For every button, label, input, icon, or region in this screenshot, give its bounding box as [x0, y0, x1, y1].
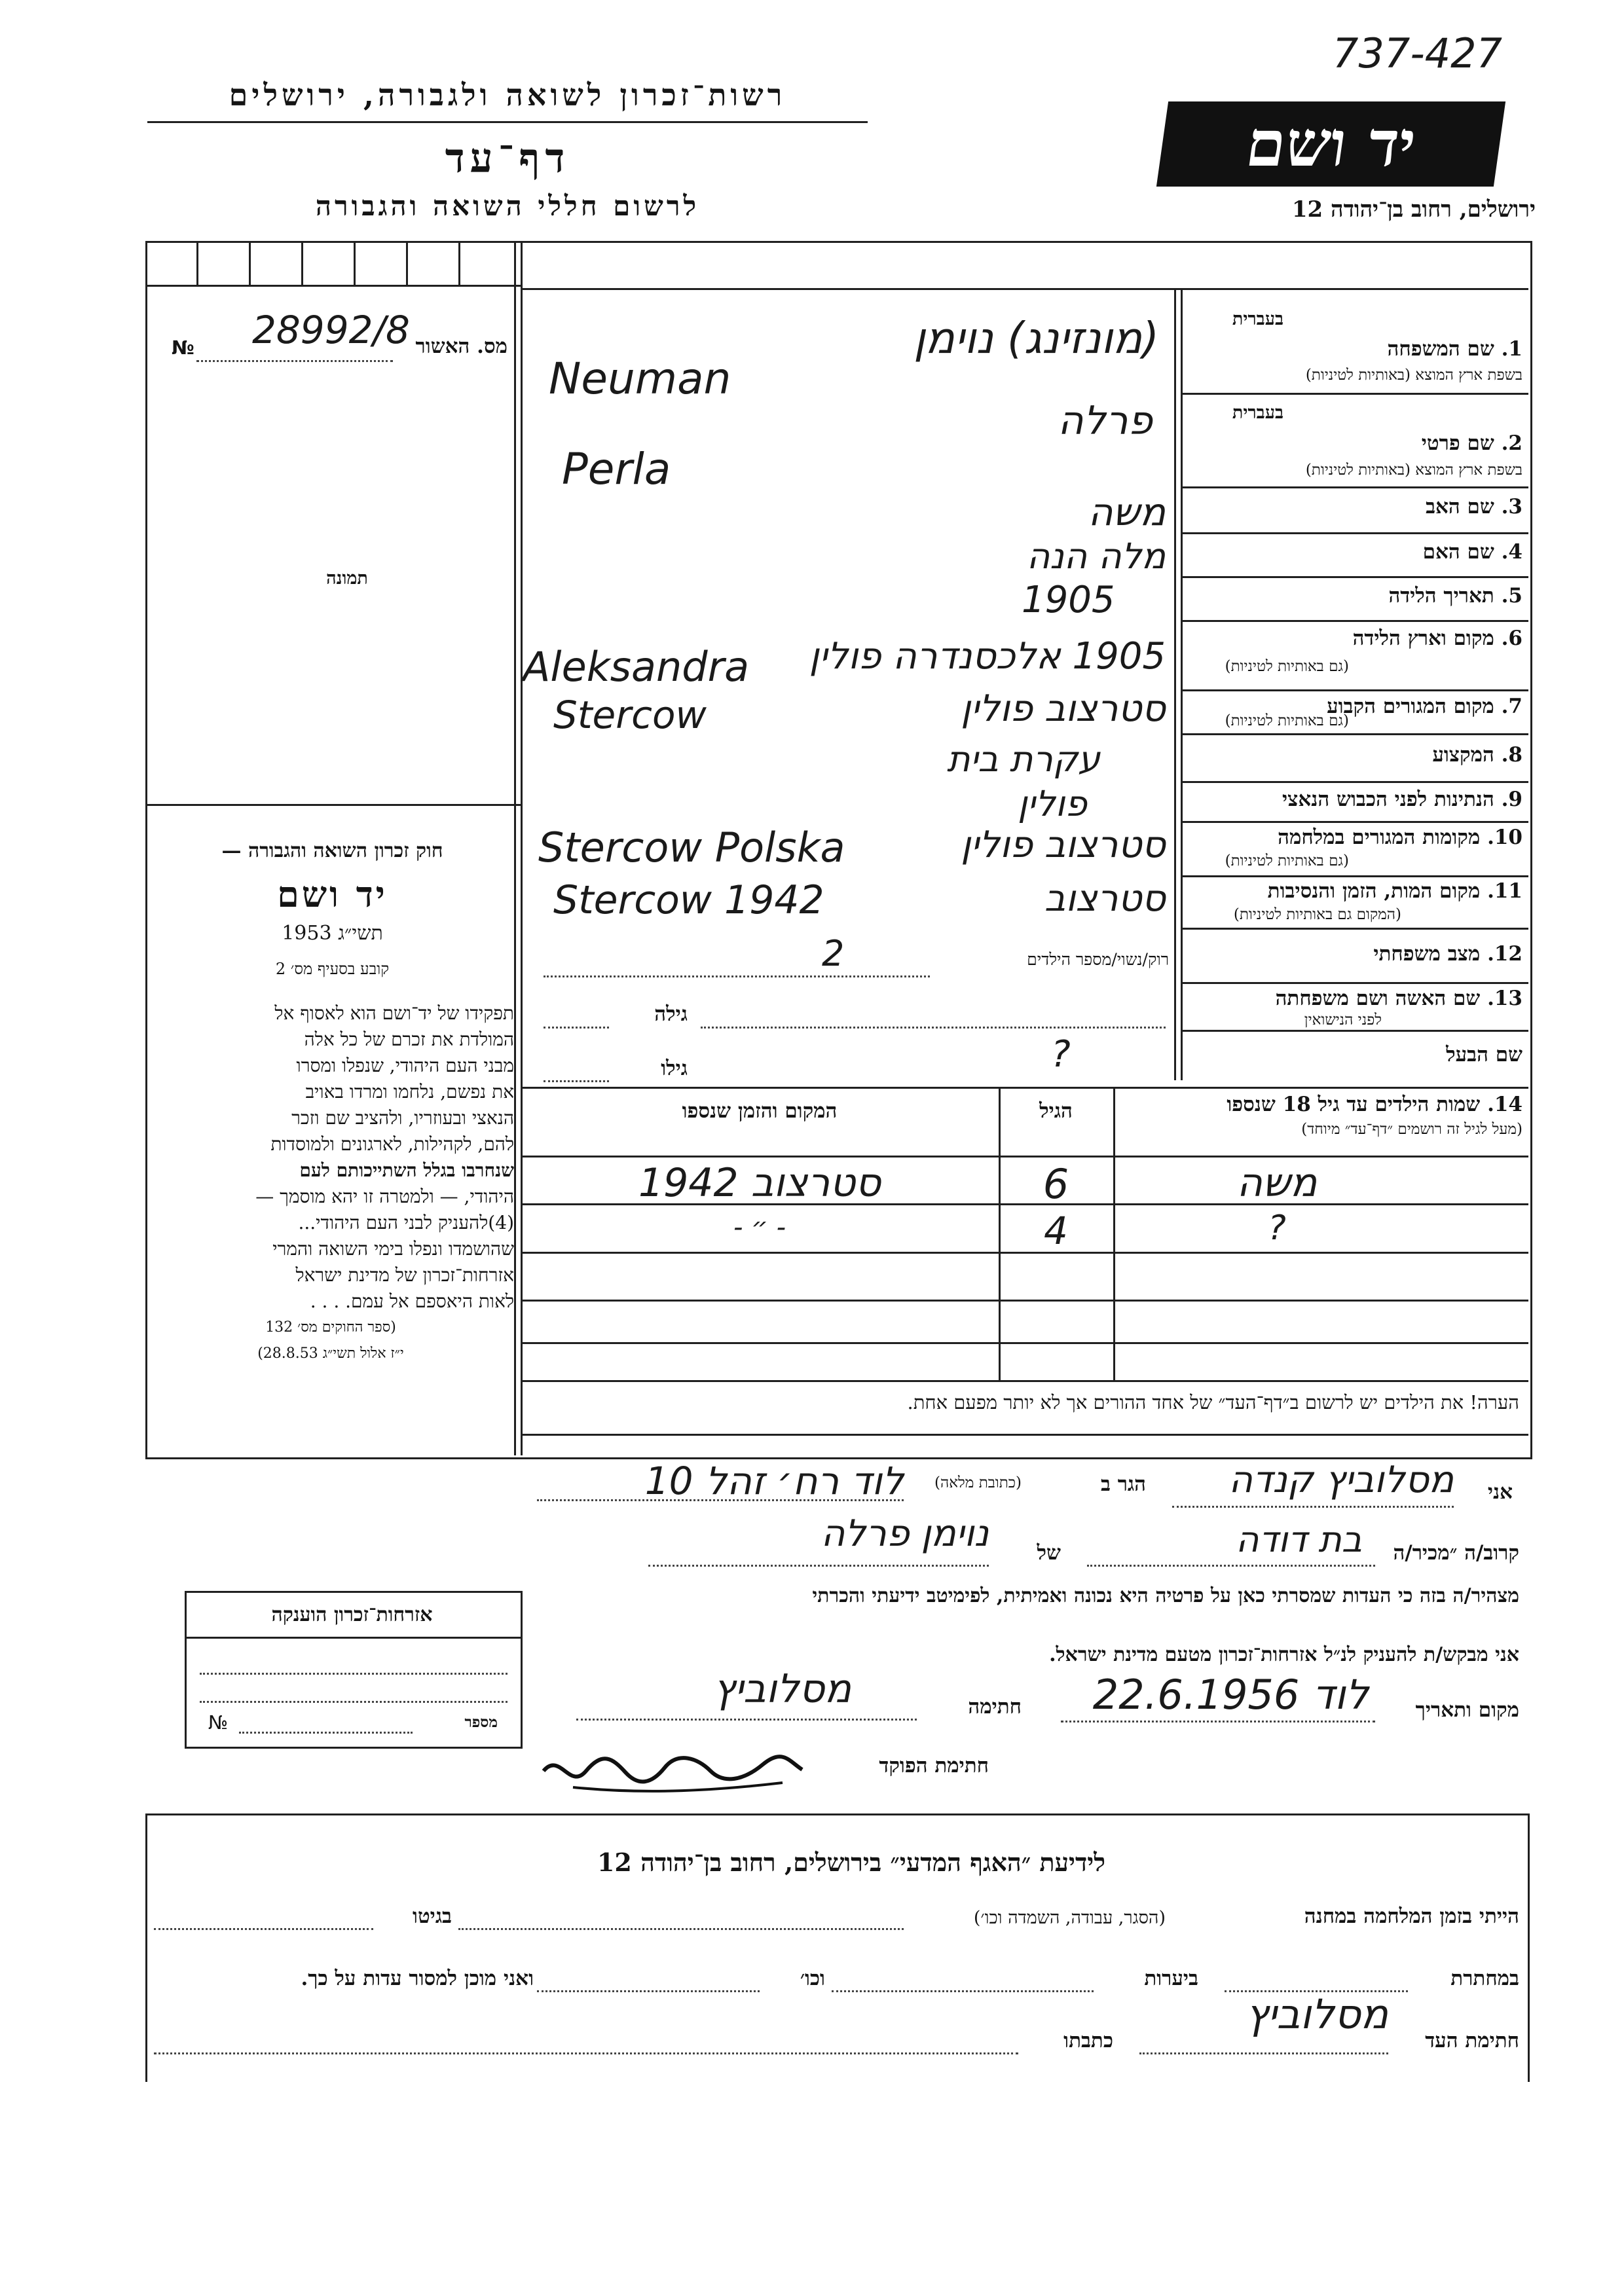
approval-no-sign: №: [172, 337, 194, 359]
field-12-label: [1185, 943, 1522, 966]
children-num: 14.: [1487, 1093, 1522, 1116]
children-title: [1116, 1093, 1522, 1117]
children-header-line: [521, 1156, 1528, 1157]
left-column-border: [521, 241, 523, 1455]
bottom-line1-a: הייתי בזמן המלחמה במחנה: [1304, 1904, 1519, 1928]
photo-box-bottom: [147, 804, 521, 806]
authority-title: רשות־זכרון לשואה ולגבורה, ירושלים: [229, 77, 786, 113]
decl-address-value: לוד רח׳ זהל 10: [644, 1459, 904, 1503]
decl-signature-label: חתימה: [968, 1695, 1022, 1719]
bottom-line2-a: במחתרת: [1450, 1967, 1519, 1990]
law-text: [147, 1000, 514, 1367]
field-1-num: 1.: [1501, 337, 1522, 361]
decl-of: של: [1037, 1541, 1061, 1565]
officer-signature-mark: [534, 1732, 809, 1804]
left-column-inner: [514, 241, 516, 1455]
corner-reference: 737-427: [1333, 29, 1503, 77]
witness-signature-line: [1139, 2052, 1388, 2054]
law-line: את נפשם, נלחמו ומרדו באויב: [305, 1081, 514, 1102]
photo-label: תמונה: [326, 568, 368, 589]
field-8-value: עקרת בית: [946, 738, 1100, 780]
field-10-label: [1185, 826, 1522, 850]
hebrew-tag-2: בעברית: [1232, 403, 1283, 423]
form-purpose: לרשום חללי השואה והגבורה: [315, 190, 700, 222]
bottom-line1-fill: [458, 1928, 904, 1930]
row-sep: [1181, 821, 1528, 823]
law-line: תפקידו של יד־ושם הוא לאסוף אל: [274, 1002, 514, 1024]
field-6-hebrew-value: 1905 אלכסנדרה פולין: [809, 635, 1166, 678]
row-sep: [1181, 875, 1528, 877]
decl-relative-value: בת דודה: [1236, 1519, 1362, 1560]
field-2-latin-value: Perla: [562, 444, 671, 494]
law-line: מבני העם היהודי, שנפלו ומסרו: [296, 1055, 514, 1076]
children-col-name: [1113, 1087, 1115, 1381]
field-9-num: 9.: [1501, 788, 1522, 811]
field-7-num: 7.: [1501, 695, 1522, 718]
wife-age-label: גילה: [654, 1002, 688, 1026]
child-place: - ״ -: [733, 1212, 786, 1243]
husband-age-line: [544, 1080, 609, 1082]
children-bottom: [521, 1380, 1528, 1382]
field-12-value: 2: [822, 933, 845, 974]
field-1-label: [1185, 338, 1522, 361]
field-3-num: 3.: [1501, 495, 1522, 519]
officer-signature-label: חתימת הפוקד: [879, 1754, 989, 1777]
child-age: 4: [1044, 1209, 1068, 1253]
field-4-text: שם האם: [1422, 540, 1494, 564]
field-7-hebrew-value: סטרצוב פולין: [961, 687, 1166, 730]
approval-label: מס. האשור: [415, 335, 507, 358]
law-line: אזרחות־זכרון של מדינת ישראל: [295, 1264, 514, 1286]
bottom-right-border: [1528, 1813, 1530, 2082]
field-1-latin-value: Neuman: [549, 354, 731, 404]
field-7-sub: (גם באותיות לטיניות): [1225, 712, 1349, 729]
field-6-latin-value: Aleksandra: [523, 643, 750, 691]
strip-divider: [249, 241, 251, 285]
children-col-age: [999, 1087, 1001, 1381]
row-sep: [1181, 620, 1528, 622]
field-13-sub: לפני הנישואין: [1304, 1011, 1382, 1029]
field-2-label: [1185, 432, 1522, 456]
law-line: המולדת את זכרם של כל אלה: [304, 1029, 514, 1050]
row-sep: [1181, 781, 1528, 783]
labels-column-border: [1181, 288, 1183, 1080]
law-line: היהודי, — ולמטרה זו יהא מוסמך —: [255, 1186, 514, 1207]
field-11-text: מקום המות, הזמן והנסיבות: [1267, 879, 1481, 903]
field-13-text: שם האשה ושם משפחתה: [1275, 987, 1481, 1010]
law-line: הנאצי ובעוזריו, ולהציב שם וזכר: [291, 1107, 514, 1129]
law-line: שנחרבו בגלל השתייכותם לעם: [299, 1159, 514, 1181]
form-name: דף־עד: [445, 134, 570, 182]
field-11-latin-value: Stercow 1942: [553, 877, 824, 923]
strip-divider: [354, 241, 356, 285]
law-line: (4)להעניק לבני העם היהודי...: [298, 1212, 514, 1233]
decl-place-date-value: לוד 22.6.1956: [1092, 1671, 1369, 1719]
field-1-sub: בשפת ארץ המוצא (באותיות לטיניות): [1305, 367, 1522, 384]
field-4-value: מלה הנה: [1027, 536, 1166, 577]
field-5-text: תאריך הלידה: [1388, 584, 1494, 608]
field-12-text: מצב משפחתי: [1373, 942, 1481, 966]
law-title: חוק זכרון השואה והגבורה —: [221, 839, 443, 862]
decl-relative: קרוב/ה ״מכיר/ה: [1393, 1541, 1519, 1565]
decl-of-value: נוימן פרלה: [821, 1512, 989, 1555]
bottom-line2-c: וכו׳: [800, 1967, 825, 1990]
citizenship-no-sign: №: [208, 1711, 229, 1734]
field-6-text: מקום וארץ הלידה: [1352, 627, 1494, 650]
field-2-sub: בשפת ארץ המוצא (באותיות לטיניות): [1305, 462, 1522, 479]
header-address: ירושלים, רחוב בן־יהודה 12: [1291, 196, 1536, 223]
children-sub: (מעל לגיל זה רושמים ״דף־עד״ מיוחד): [1301, 1121, 1522, 1138]
row-sep: [1181, 928, 1528, 930]
field-2-hebrew-value: פרלה: [1058, 398, 1153, 444]
citizenship-title: אזרחות־זכרון הוענקה: [271, 1603, 433, 1626]
field-7-latin-value: Stercow: [553, 693, 707, 737]
decl-place-date-label: מקום ותאריך: [1415, 1698, 1519, 1722]
row-sep: [1181, 1030, 1528, 1032]
law-line: לאות היאספם אל עמם. . . .: [310, 1290, 514, 1312]
children-title-text: שמות הילדים עד גיל 18 שנספו: [1227, 1093, 1481, 1116]
citizenship-number-line: [239, 1732, 413, 1734]
field-2-num: 2.: [1501, 431, 1522, 455]
strip-divider: [458, 241, 460, 285]
field-9-label: [1185, 788, 1522, 812]
row-sep: [1181, 486, 1528, 488]
children-top: [521, 1087, 1528, 1089]
field-8-text: המקצוע: [1432, 743, 1494, 767]
row-sep: [1181, 982, 1528, 984]
decl-signature-value: מסלוביץ: [713, 1666, 851, 1712]
field-6-num: 6.: [1501, 627, 1522, 650]
witness-signature-value: מסלוביץ: [1246, 1990, 1388, 2038]
field-8-label: [1185, 744, 1522, 767]
citizenship-title-line: [185, 1637, 521, 1639]
age-header: הגיל: [1039, 1099, 1073, 1123]
decl-relative-line: [1087, 1565, 1375, 1567]
law-clause: קובע בסעיף מס׳ 2: [275, 960, 390, 978]
wife-line: [544, 1027, 609, 1029]
approval-number: 28992/8: [252, 308, 410, 352]
field-10-latin-value: Stercow Polska: [538, 824, 845, 871]
strip-divider: [406, 241, 408, 285]
bottom-line2-fill: [832, 1990, 1094, 1992]
field-11-hebrew-value: סטרצוב: [1044, 877, 1166, 920]
children-note: הערה! את הילדים יש לרשום ב״דף־העד״ של אחד ההורים אך לא יותר מפעם אחת.: [907, 1391, 1519, 1413]
field-2-text: שם פרטי: [1421, 431, 1494, 455]
field-10-hebrew-value: סטרצוב פולין: [961, 824, 1166, 866]
field-1-text: שם המשפחה: [1387, 337, 1494, 361]
top-strip-line: [147, 285, 521, 287]
strip-divider: [196, 241, 198, 285]
law-name: יד ושם: [277, 873, 388, 915]
field-10-num: 10.: [1487, 826, 1522, 849]
decl-address-sub: (כתובת מלאה): [934, 1474, 1022, 1491]
decl-address-line: [537, 1499, 904, 1501]
law-year-num: 1953: [282, 922, 332, 945]
decl-request: אני מבקש/ת להעניק לנ״ל אזרחות־זכרון מטעם מדינת ישראל.: [1049, 1643, 1519, 1666]
husband-label: שם הבעל: [1446, 1043, 1522, 1066]
children-row-line: [521, 1300, 1528, 1302]
decl-of-line: [648, 1565, 989, 1567]
row-sep: [1181, 733, 1528, 735]
note-bottom: [521, 1434, 1528, 1436]
bottom-line2-b: ביערות: [1144, 1967, 1198, 1990]
witness-address-line: [154, 2052, 1018, 2054]
husband-value: ?: [1051, 1033, 1071, 1076]
field-5-label: [1185, 585, 1522, 608]
row-sep: [1181, 689, 1528, 691]
strip-divider: [301, 241, 303, 285]
bottom-line1-c: בגיטו: [413, 1904, 452, 1928]
field-1-hebrew-value: (מונזינג) נוימן: [913, 313, 1159, 363]
decl-name-line: [1172, 1506, 1454, 1508]
child-name: משה: [1236, 1160, 1318, 1206]
citizenship-line: [200, 1673, 507, 1675]
law-year-heb: תשי״ג: [338, 922, 383, 945]
field-3-value: משה: [1088, 490, 1166, 534]
decl-ani: אני: [1487, 1480, 1513, 1504]
bottom-left-border: [145, 1813, 147, 2082]
child-name: ?: [1268, 1209, 1286, 1248]
field-13-label: [1185, 987, 1522, 1011]
yad-vashem-logo: יד ושם: [1156, 101, 1505, 187]
field-11-label: [1185, 880, 1522, 903]
field-12-options: רוק/נשוי/מספר הילדים: [1027, 950, 1169, 969]
bottom-separator: [147, 1813, 1529, 1815]
field-4-label: [1185, 541, 1522, 564]
field-11-num: 11.: [1487, 879, 1522, 903]
bottom-line2-d: ואני מוכן למסור עדות על כך.: [301, 1967, 534, 1990]
labels-column-inner: [1174, 288, 1176, 1080]
law-line: (ספר החוקים מס׳ 132: [265, 1319, 396, 1336]
child-place: סטרצוב 1942: [638, 1160, 881, 1206]
witness-address-label: כתבתו: [1063, 2029, 1113, 2052]
field-12-num: 12.: [1487, 942, 1522, 966]
bottom-line1-b: (הסגר, עבודה, השמדה וכו׳): [973, 1908, 1166, 1928]
place-header: המקום והזמן שנספו: [682, 1099, 838, 1123]
law-line: י״ז אלול תשי״ג 28.8.53): [257, 1345, 404, 1362]
children-row-line: [521, 1342, 1528, 1344]
decl-statement: מצהיר/ה בזה כי העדות שמסרתי כאן על פרטיה היא נכונה ואמיתית, לפימיטב ידיעתי והכרתי: [812, 1584, 1519, 1607]
approval-line: [196, 360, 393, 362]
field-9-value: פולין: [1018, 783, 1087, 824]
field-3-label: [1185, 496, 1522, 519]
header-rule: [147, 121, 868, 123]
wife-name-line: [701, 1027, 1166, 1029]
field-5-num: 5.: [1501, 584, 1522, 608]
fields-top: [521, 288, 1528, 290]
field-5-value: 1905: [1022, 579, 1115, 621]
husband-age-label: גילו: [661, 1057, 688, 1080]
bottom-heading: לידיעת ״האגף המדעי״ בירושלים, רחוב בן־יהודה 12: [597, 1848, 1106, 1877]
field-6-sub: (גם באותיות לטיניות): [1225, 658, 1349, 675]
field-6-label: [1185, 627, 1522, 651]
field-12-line: [544, 975, 930, 977]
row-sep: [1181, 532, 1528, 534]
field-10-sub: (גם באותיות לטיניות): [1225, 852, 1349, 869]
citizenship-line: [200, 1701, 507, 1703]
field-4-num: 4.: [1501, 540, 1522, 564]
row-sep: [1181, 576, 1528, 578]
field-3-text: שם האב: [1426, 495, 1494, 519]
field-11-sub: (המקום גם באותיות לטיניות): [1233, 906, 1401, 923]
row-sep: [1181, 393, 1528, 395]
witness-signature-label: חתימת העד: [1425, 2029, 1519, 2052]
field-7-text: מקום המגורים הקבוע: [1327, 695, 1494, 718]
decl-residing: הגר ב: [1100, 1472, 1146, 1496]
decl-signature-line: [576, 1719, 917, 1721]
field-13-num: 13.: [1487, 987, 1522, 1010]
law-line: להם, לקהילות, לארגונים ולמוסדות: [270, 1133, 514, 1155]
bottom-line1-end: [154, 1928, 373, 1930]
decl-place-date-line: [1061, 1721, 1375, 1722]
field-8-num: 8.: [1501, 743, 1522, 767]
citizenship-number-label: מספר: [464, 1713, 498, 1731]
decl-name-value: מסלוביץ קנדה: [1228, 1459, 1454, 1501]
field-9-text: הנתינות לפני הכבוש הנאצי: [1282, 788, 1494, 811]
law-line: שהושמדו ונפלו בימי השואה והמרי: [272, 1238, 514, 1260]
bottom-line2-fill: [537, 1990, 760, 1992]
field-10-text: מקומות המגורים במלחמה: [1278, 826, 1481, 849]
hebrew-tag-1: בעברית: [1232, 309, 1283, 329]
law-year: [154, 922, 511, 945]
child-age: 6: [1043, 1160, 1069, 1208]
